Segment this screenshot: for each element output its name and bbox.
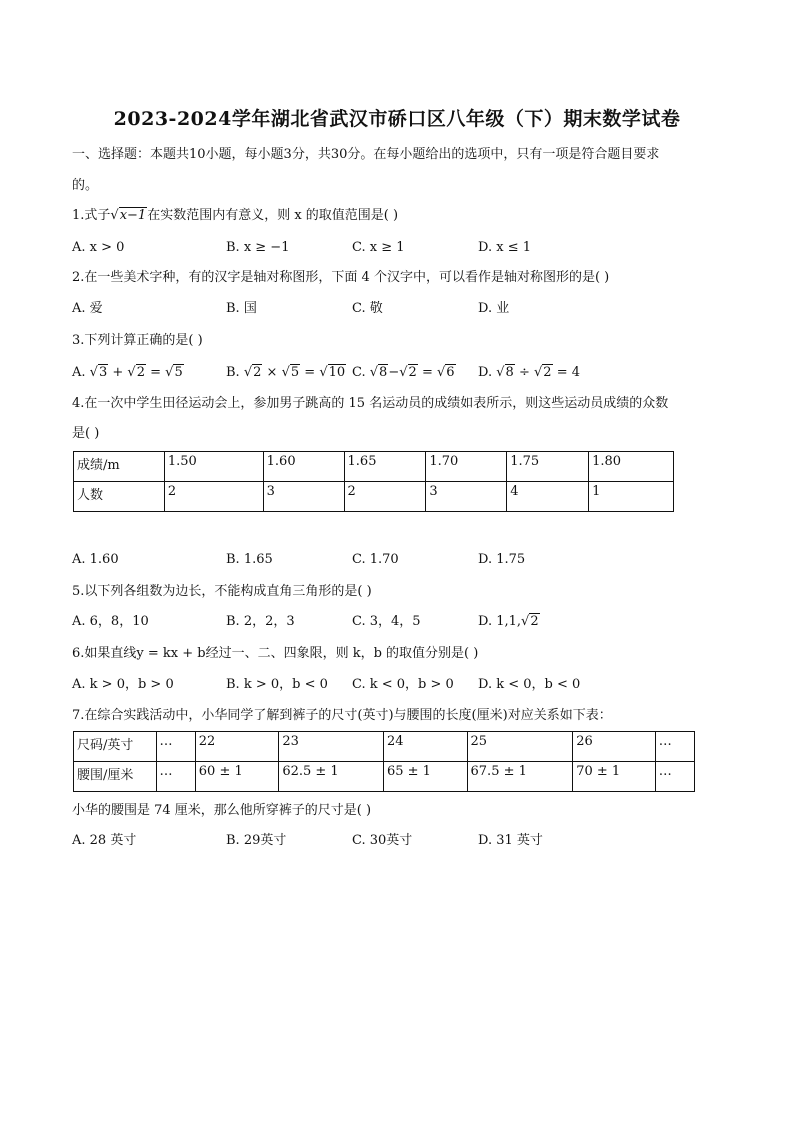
question-7-options bbox=[72, 832, 732, 850]
option-c[interactable]: C. 敬 bbox=[352, 301, 383, 316]
option-d[interactable]: D. 1.75 bbox=[478, 552, 526, 567]
size-table bbox=[73, 731, 695, 792]
section-heading-cont: 的。 bbox=[72, 178, 99, 193]
table-cell: 1.50 bbox=[164, 452, 263, 482]
table-cell: 4 bbox=[507, 482, 589, 512]
question-1-options bbox=[72, 239, 732, 257]
table-cell: 24 bbox=[383, 732, 467, 762]
table-cell: 1.80 bbox=[589, 452, 674, 482]
question-3-options bbox=[72, 364, 732, 382]
table-cell: … bbox=[655, 732, 694, 762]
option-d[interactable]: D. √8 ÷ √2 = 4 bbox=[478, 365, 580, 380]
option-b[interactable]: B. 29英寸 bbox=[226, 833, 287, 848]
table-cell: 26 bbox=[573, 732, 656, 762]
option-d[interactable]: D. 业 bbox=[478, 301, 510, 316]
option-b[interactable]: B. 1.65 bbox=[226, 552, 273, 567]
table-cell: 腰围/厘米 bbox=[74, 762, 157, 792]
option-c[interactable]: C. k < 0，b > 0 bbox=[352, 677, 454, 692]
table-cell: 25 bbox=[467, 732, 573, 762]
question-7-stem-cont: 小华的腰围是 74 厘米，那么他所穿裤子的尺寸是( ) bbox=[72, 803, 372, 818]
question-3-stem: 3.下列计算正确的是( ) bbox=[72, 333, 203, 348]
table-cell: 1.70 bbox=[426, 452, 507, 482]
table-row bbox=[74, 732, 695, 762]
option-a[interactable]: A. 爱 bbox=[72, 301, 103, 316]
option-b[interactable]: B. √2 × √5 = √10 bbox=[226, 365, 346, 380]
option-a[interactable]: A. 1.60 bbox=[72, 552, 119, 567]
table-cell: 3 bbox=[426, 482, 507, 512]
question-2-options bbox=[72, 300, 732, 318]
table-cell: 2 bbox=[344, 482, 426, 512]
option-d[interactable]: D. 31 英寸 bbox=[478, 833, 543, 848]
question-7-stem: 7.在综合实践活动中，小华同学了解到裤子的尺寸(英寸)与腰围的长度(厘米)对应关系如下表： bbox=[72, 708, 612, 723]
option-b[interactable]: B. k > 0，b < 0 bbox=[226, 677, 328, 692]
option-d[interactable]: D. x ≤ 1 bbox=[478, 240, 531, 255]
question-2-stem: 2.在一些美术字种，有的汉字是轴对称图形，下面 4 个汉字中，可以看作是轴对称图形的是( ) bbox=[72, 270, 610, 285]
table-cell: 1.65 bbox=[344, 452, 426, 482]
option-d[interactable]: D. 1,1,√2 bbox=[478, 614, 539, 629]
table-cell: … bbox=[156, 732, 195, 762]
question-4-stem: 4.在一次中学生田径运动会上，参加男子跳高的 15 名运动员的成绩如表所示，则这些运动员成绩的众数 bbox=[72, 396, 669, 411]
table-row bbox=[74, 762, 695, 792]
table-cell: 65 ± 1 bbox=[383, 762, 467, 792]
table-cell: 1 bbox=[589, 482, 674, 512]
table-cell: 2 bbox=[164, 482, 263, 512]
table-cell: 成绩/m bbox=[74, 452, 165, 482]
option-c[interactable]: C. 3，4，5 bbox=[352, 614, 421, 629]
table-cell: … bbox=[156, 762, 195, 792]
option-c[interactable]: C. 30英寸 bbox=[352, 833, 413, 848]
table-cell: 23 bbox=[279, 732, 384, 762]
option-d[interactable]: D. k < 0，b < 0 bbox=[478, 677, 581, 692]
option-a[interactable]: A. √3 + √2 = √5 bbox=[72, 365, 183, 380]
table-cell: 3 bbox=[263, 482, 344, 512]
score-table bbox=[73, 451, 674, 512]
question-5-stem: 5.以下列各组数为边长，不能构成直角三角形的是( ) bbox=[72, 584, 372, 599]
option-a[interactable]: A. 6，8，10 bbox=[72, 614, 149, 629]
table-cell: 人数 bbox=[74, 482, 165, 512]
option-c[interactable]: C. √8−√2 = √6 bbox=[352, 365, 455, 380]
option-c[interactable]: C. x ≥ 1 bbox=[352, 240, 405, 255]
option-a[interactable]: A. k > 0，b > 0 bbox=[72, 677, 174, 692]
question-4-stem-cont: 是( ) bbox=[72, 426, 100, 441]
option-a[interactable]: A. x > 0 bbox=[72, 240, 125, 255]
question-5-options bbox=[72, 613, 732, 631]
table-row bbox=[74, 452, 674, 482]
table-cell: 67.5 ± 1 bbox=[467, 762, 573, 792]
table-cell: … bbox=[655, 762, 694, 792]
option-a[interactable]: A. 28 英寸 bbox=[72, 833, 137, 848]
question-1-stem: 1.式子√x−1在实数范围内有意义，则 x 的取值范围是( ) bbox=[72, 208, 399, 223]
table-cell: 1.75 bbox=[507, 452, 589, 482]
sqrt-expression: √x−1 bbox=[110, 208, 147, 223]
option-b[interactable]: B. 国 bbox=[226, 301, 257, 316]
table-cell: 70 ± 1 bbox=[573, 762, 656, 792]
table-row bbox=[74, 482, 674, 512]
table-cell: 1.60 bbox=[263, 452, 344, 482]
table-cell: 60 ± 1 bbox=[195, 762, 279, 792]
question-4-options bbox=[72, 551, 732, 569]
table-cell: 尺码/英寸 bbox=[74, 732, 157, 762]
question-6-options bbox=[72, 676, 732, 694]
table-cell: 62.5 ± 1 bbox=[279, 762, 384, 792]
section-heading: 一、选择题：本题共10小题，每小题3分，共30分。在每小题给出的选项中，只有一项是符合题目要求 bbox=[72, 147, 660, 162]
question-6-stem: 6.如果直线y = kx + b经过一、二、四象限，则 k，b 的取值分别是( ) bbox=[72, 646, 479, 661]
option-b[interactable]: B. 2，2，3 bbox=[226, 614, 295, 629]
option-c[interactable]: C. 1.70 bbox=[352, 552, 399, 567]
page-title: 2023-2024学年湖北省武汉市硚口区八年级（下）期末数学试卷 bbox=[113, 108, 681, 130]
table-cell: 22 bbox=[195, 732, 279, 762]
option-b[interactable]: B. x ≥ −1 bbox=[226, 240, 290, 255]
